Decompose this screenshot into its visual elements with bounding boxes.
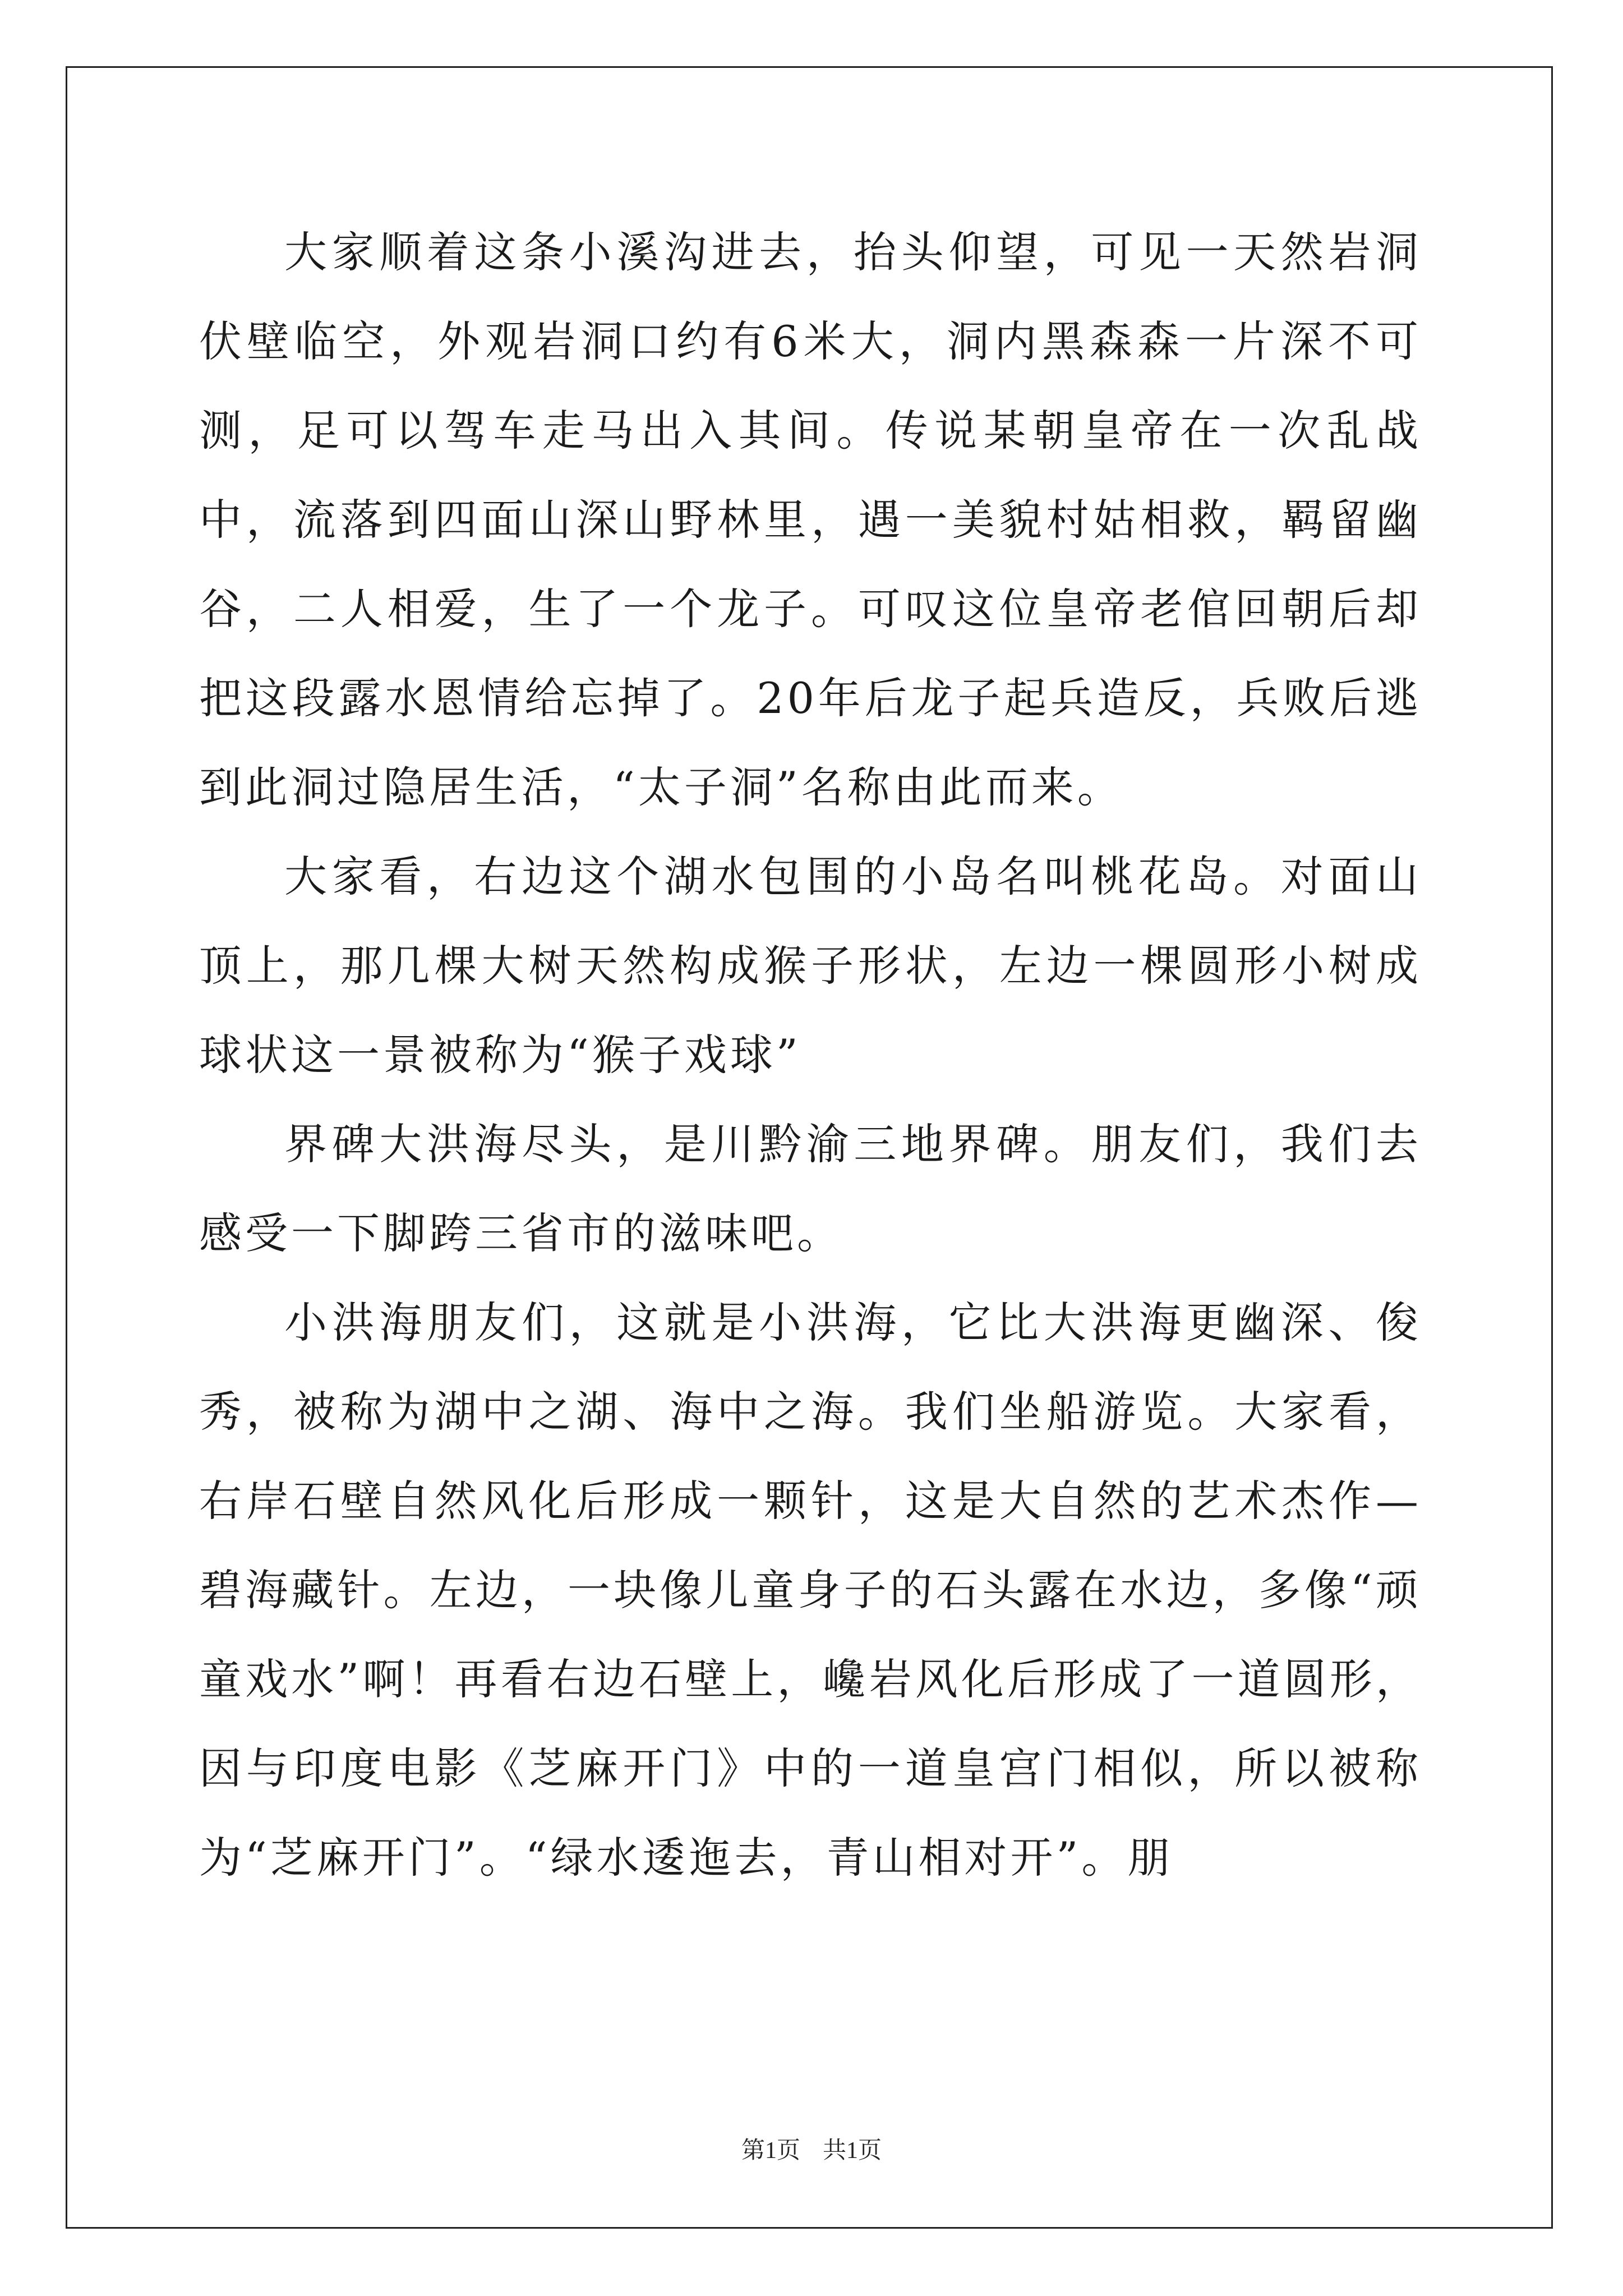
page-total: 共1页: [823, 2138, 882, 2164]
page-footer: [0, 2132, 1623, 2165]
paragraph-xiao-honghai: 小洪海朋友们，这就是小洪海，它比大洪海更幽深、俊秀，被称为湖中之湖、海中之海。我们坐船游览。大家看，右岸石壁自然风化后形成一颗针，这是大自然的艺术杰作—碧海藏针。左边，一块像儿童身子的石头露在水边，多像“顽童戏水”啊！再看右边石壁上，巉岩风化后形成了一道圆形，因与印度电影《芝麻开门》中的一道皇宫门相似，所以被称为“芝麻开门”。“绿水逶迤去，青山相对开”。朋: [199, 1297, 1422, 1883]
page-number: 第1页: [741, 2138, 800, 2164]
document-body: [199, 208, 1422, 1902]
paragraph-boundary-stone: 界碑大洪海尽头，是川黔渝三地界碑。朋友们，我们去感受一下脚跨三省市的滋味吧。: [199, 1119, 1422, 1258]
paragraph-peach-island: 大家看，右边这个湖水包围的小岛名叫桃花岛。对面山顶上，那几棵大树天然构成猴子形状，左边一棵圆形小树成球状这一景被称为“猴子戏球”: [199, 852, 1422, 1080]
paragraph-taizi-cave: 大家顺着这条小溪沟进去，抬头仰望，可见一天然岩洞伏壁临空，外观岩洞口约有6米大，洞内黑森森一片深不可测，足可以驾车走马出入其间。传说某朝皇帝在一次乱战中，流落到四面山深山野林里，遇一美貌村姑相救，羁留幽谷，二人相爱，生了一个龙子。可叹这位皇帝老倌回朝后却把这段露水恩情给忘掉了。20年后龙子起兵造反，兵败后逃到此洞过隐居生活，“太子洞”名称由此而来。: [199, 227, 1422, 812]
